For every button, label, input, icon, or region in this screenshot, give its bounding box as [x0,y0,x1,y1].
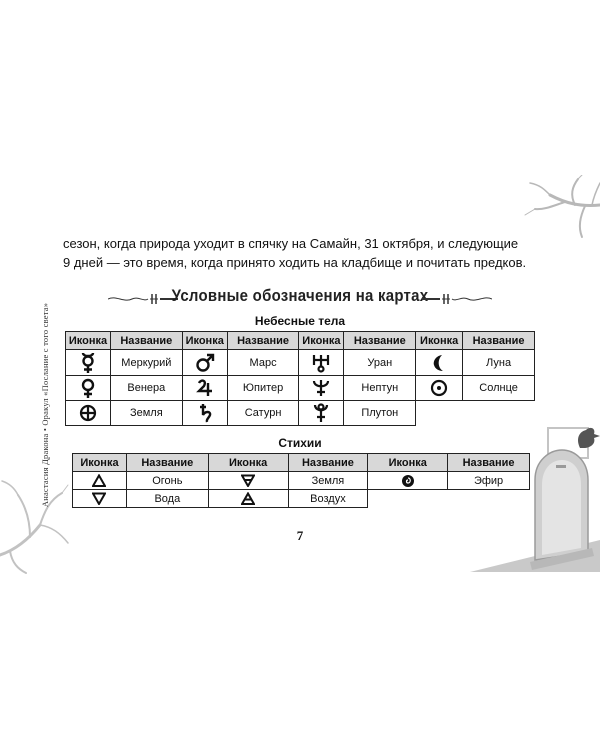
col-header-name: Название [110,332,182,350]
saturn-symbol-icon [195,403,215,423]
section-heading-text: Условные обозначения на картах [171,286,429,305]
icon-cell [416,350,463,376]
name-cell: Огонь [126,472,208,490]
col-header-name: Название [463,332,535,350]
name-cell: Луна [463,350,535,376]
uranus-symbol-icon [311,353,331,373]
elements-table [72,453,530,508]
icon-cell [208,490,288,508]
name-cell: Вода [126,490,208,508]
running-header-spine [38,240,52,570]
venus-symbol-icon [78,378,98,399]
name-cell: Венера [110,376,182,401]
celestial-table-title: Небесные тела [254,314,346,328]
name-cell: Нептун [344,376,416,401]
sun-symbol-icon [429,378,449,398]
ether-element-icon [401,474,415,488]
body-line-1: сезон, когда природа уходит в спячку на Самайн, 31 октября, и следующие [63,236,519,251]
body-paragraph [63,234,538,272]
icon-cell [368,472,448,490]
col-header-icon: Иконка [368,454,448,472]
bare-tree-illustration-bottom-left [0,455,70,575]
icon-cell [299,401,344,426]
earth-symbol-icon [78,403,98,423]
col-header-icon: Иконка [73,454,127,472]
name-cell: Юпитер [227,376,299,401]
icon-cell [73,472,127,490]
col-header-icon: Иконка [182,332,227,350]
icon-cell [66,401,111,426]
table-row [66,376,535,401]
page-number: 7 [296,528,304,543]
col-header-name: Название [288,454,368,472]
table-row [66,350,535,376]
body-line-2: 9 дней — это время, когда принято ходить на кладбище и почитать предков. [63,255,527,270]
elements-table-title: Стихии [278,436,322,450]
air-element-icon [241,492,255,505]
icon-cell [66,350,111,376]
name-cell: Плутон [344,401,416,426]
col-header-name: Название [448,454,530,472]
section-heading [100,286,500,312]
name-cell: Воздух [288,490,368,508]
table-row [73,472,530,490]
spine-text: Анастасия Дракона • Оракул «Послание с того света» [40,302,50,508]
col-header-name: Название [227,332,299,350]
col-header-name: Название [344,332,416,350]
name-cell: Марс [227,350,299,376]
neptune-symbol-icon [311,378,331,398]
earth-element-icon [241,474,255,487]
col-header-name: Название [126,454,208,472]
table-row [66,401,535,426]
moon-symbol-icon [429,353,449,373]
col-header-icon: Иконка [416,332,463,350]
col-header-icon: Иконка [208,454,288,472]
name-cell: Меркурий [110,350,182,376]
pluto-symbol-icon [311,403,331,423]
celestial-bodies-table [65,331,535,426]
icon-cell [299,350,344,376]
icon-cell [66,376,111,401]
icon-cell [299,376,344,401]
icon-cell [208,472,288,490]
name-cell: Земля [288,472,368,490]
celestial-header-row [66,332,535,350]
icon-cell [73,490,127,508]
mercury-symbol-icon [78,352,98,374]
col-header-icon: Иконка [66,332,111,350]
name-cell: Солнце [463,376,535,401]
name-cell: Сатурн [227,401,299,426]
col-header-icon: Иконка [299,332,344,350]
fire-element-icon [92,474,106,487]
elements-header-row [73,454,530,472]
icon-cell [182,401,227,426]
icon-cell [182,376,227,401]
right-ornament-icon [422,294,492,304]
mars-symbol-icon [195,353,215,373]
icon-cell [182,350,227,376]
name-cell: Земля [110,401,182,426]
name-cell: Уран [344,350,416,376]
table-row [73,490,530,508]
icon-cell [416,376,463,401]
jupiter-symbol-icon [195,378,215,398]
name-cell: Эфир [448,472,530,490]
bare-tree-illustration-top-right [520,175,600,240]
water-element-icon [92,492,106,505]
